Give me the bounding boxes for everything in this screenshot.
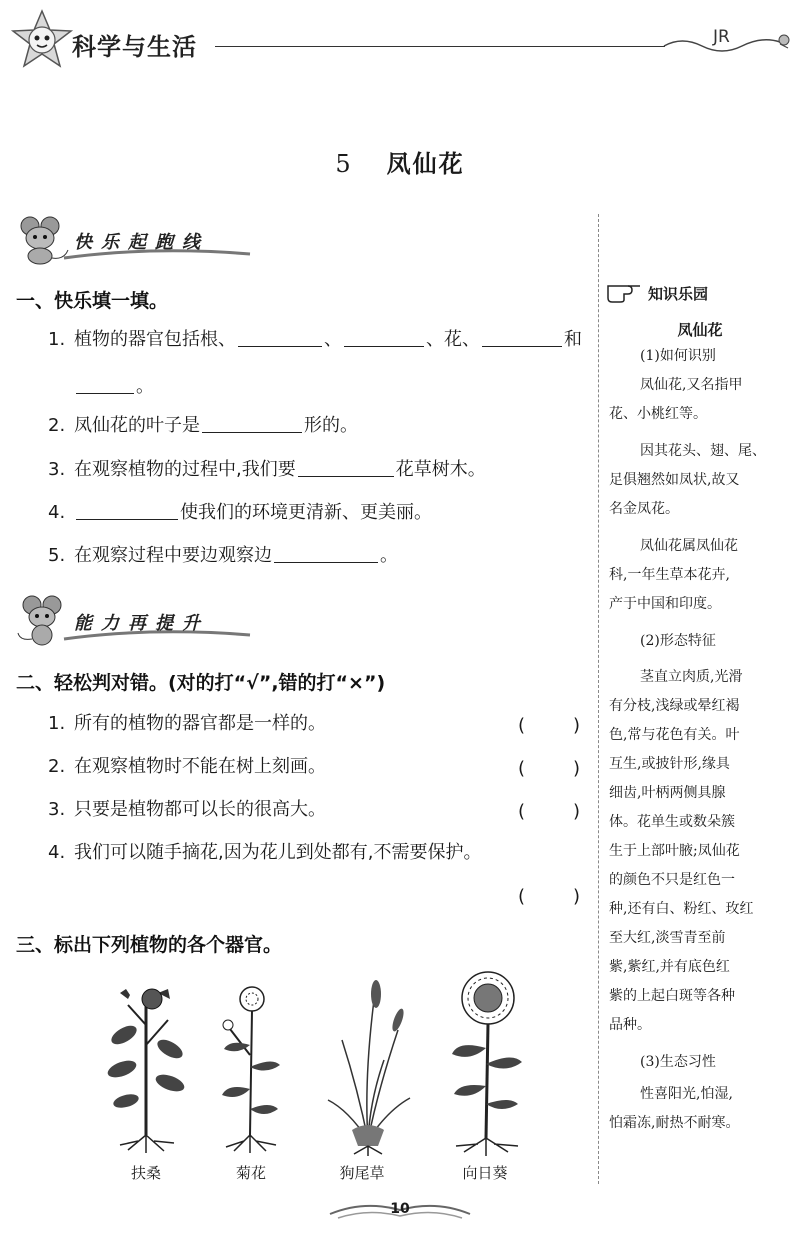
edition-code: JR [713,27,730,47]
sidebar-text: 怕霜冻,耐热不耐寒。 [609,1115,740,1131]
lesson-title [0,144,800,179]
sidebar-subheading-1: (1)如何识别 [640,348,716,364]
foxtail-grass-plant-image[interactable] [318,980,418,1156]
header-rule [215,46,665,47]
sidebar-text: 种,还有白、粉红、玫红 [609,901,754,917]
judge-item-1: 1. 所有的植物的器官都是一样的。 [48,713,326,734]
chrysanthemum-plant-image[interactable] [208,985,294,1155]
answer-blank[interactable] [76,503,178,520]
sidebar-text: 性喜阳光,怕湿, [640,1086,733,1102]
plant-label-hibiscus: 扶桑 [130,1164,161,1182]
section3-heading: 三、标出下列植物的各个器官。 [16,934,283,956]
answer-paren-open[interactable]: ( [518,886,526,907]
sidebar-text: 的颜色不只是红色一 [609,872,735,888]
lesson-number: 5 [335,150,353,178]
answer-blank[interactable] [274,546,378,563]
lesson-name: 凤仙花 [386,149,465,178]
sidebar-text: 凤仙花属凤仙花 [640,538,738,554]
judge-item-3: 3. 只要是植物都可以长的很高大。 [48,799,326,820]
section-banner-1 [14,214,254,266]
sidebar-text: 产于中国和印度。 [609,596,721,612]
pointing-hand-icon [606,278,644,304]
fill-item-1: 1. 植物的器官包括根、 、 、花、 和 [48,329,582,350]
answer-paren-open[interactable]: ( [518,715,526,736]
answer-paren-open[interactable]: ( [518,758,526,779]
answer-paren-open[interactable]: ( [518,801,526,822]
sidebar-text: 紫,紫红,并有底色红 [609,959,730,975]
section2-heading: 二、轻松判对错。(对的打“√”,错的打“×”) [16,672,386,694]
judge-item-4: 4. 我们可以随手摘花,因为花儿到处都有,不需要保护。 [48,842,482,863]
sidebar-heading: 凤仙花 [677,321,723,339]
sidebar-text: 细齿,叶柄两侧具腺 [609,785,726,801]
sidebar-text: 体。花单生或数朵簇 [609,814,735,830]
answer-blank[interactable] [202,416,302,433]
answer-paren-close[interactable]: ) [573,715,581,736]
answer-blank[interactable] [344,330,424,347]
answer-paren-close[interactable]: ) [573,758,581,779]
fill-item-4: 4. 使我们的环境更清新、更美丽。 [48,502,432,523]
sidebar-text: 茎直立肉质,光滑 [640,669,743,685]
sidebar-text: 因其花头、翅、尾、 [640,443,766,459]
header-title: 科学与生活 [72,33,197,61]
sidebar-text: 紫的上起白斑等各种 [609,988,735,1004]
plant-label-sunflower: 向日葵 [462,1164,508,1182]
answer-blank[interactable] [482,330,562,347]
judge-item-2: 2. 在观察植物时不能在树上刻画。 [48,756,326,777]
sunflower-plant-image[interactable] [436,968,536,1156]
sidebar-text: 生于上部叶腋;凤仙花 [609,843,740,859]
sidebar-text: 名金凤花。 [609,501,679,517]
answer-blank[interactable] [298,460,394,477]
sidebar-text: 凤仙花,又名指甲 [640,377,743,393]
sidebar-text: 至大红,淡雪青至前 [609,930,726,946]
fill-item-2: 2. 凤仙花的叶子是 形的。 [48,415,358,436]
sidebar-text: 花、小桃红等。 [609,406,707,422]
fill-item-3: 3. 在观察植物的过程中,我们要 花草树木。 [48,459,486,480]
hibiscus-plant-image[interactable] [98,985,194,1155]
sidebar-text: 色,常与花色有关。叶 [609,727,740,743]
answer-blank[interactable] [238,330,322,347]
sidebar-text: 互生,或披针形,缘具 [609,756,730,772]
sidebar-title: 知识乐园 [648,285,709,303]
fill-item-1-cont: 。 [74,377,154,396]
sidebar-subheading-2: (2)形态特征 [640,633,716,649]
answer-paren-close[interactable]: ) [573,801,581,822]
sidebar-text: 足俱翘然如凤状,故又 [609,472,740,488]
sidebar-text: 有分枝,浅绿或晕红褐 [609,698,740,714]
plant-label-foxtail: 狗尾草 [339,1164,385,1182]
page-number: 10 [390,1201,410,1217]
plant-label-chrysanthemum: 菊花 [235,1164,266,1182]
answer-paren-close[interactable]: ) [573,886,581,907]
sidebar-text: 品种。 [609,1017,651,1033]
fill-item-5: 5. 在观察过程中要边观察边 。 [48,545,398,566]
sidebar-text: 科,一年生草本花卉, [609,567,730,583]
sidebar-subheading-3: (3)生态习性 [640,1054,716,1070]
mascot-star-logo [10,8,74,72]
banner-label: 快乐起跑线 [74,232,209,253]
column-divider [598,214,599,1184]
answer-blank[interactable] [76,377,134,394]
section-banner-2 [14,595,254,647]
section1-heading: 一、快乐填一填。 [16,290,169,312]
banner-label: 能力再提升 [74,613,209,634]
